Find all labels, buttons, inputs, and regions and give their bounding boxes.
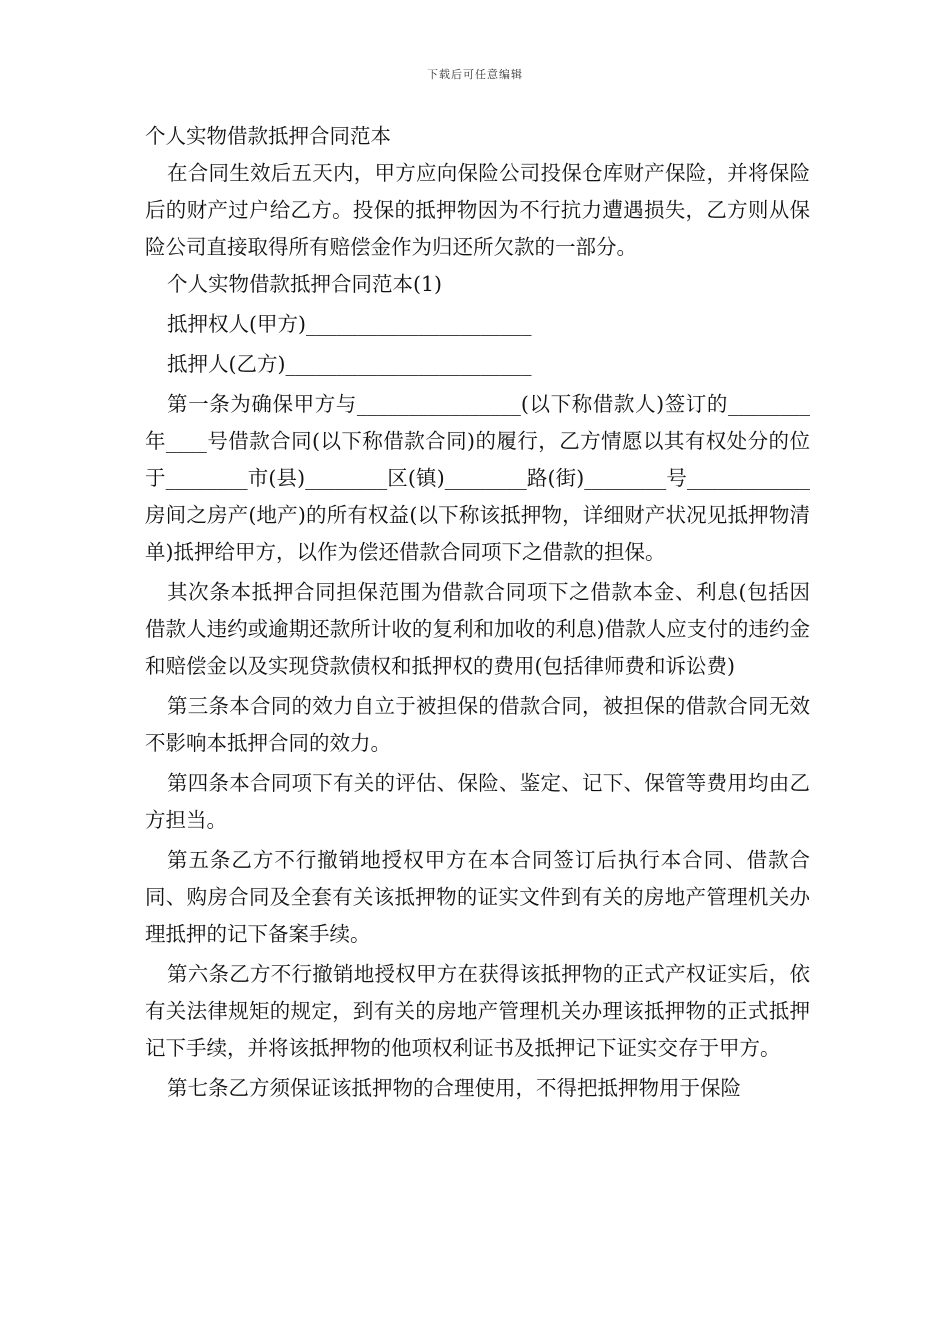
- paragraph: 个人实物借款抵押合同范本(1): [167, 272, 443, 296]
- document-body: [145, 118, 810, 1107]
- paragraph: 其次条本抵押合同担保范围为借款合同项下之借款本金、利息(包括因借款人违约或逾期还款所计收的复利和加收的利息)借款人应支付的违约金和赔偿金以及实现贷款债权和抵押权的费用(包括律师费和诉讼费): [145, 580, 810, 678]
- paragraph: 抵押权人(甲方)______________________: [167, 312, 532, 336]
- page-header: 下载后可任意编辑: [427, 68, 523, 81]
- paragraph: 第七条乙方须保证该抵押物的合理使用，不得把抵押物用于保险: [167, 1076, 741, 1100]
- paragraph: 抵押人(乙方)________________________: [167, 352, 532, 376]
- paragraph: 在合同生效后五天内，甲方应向保险公司投保仓库财产保险，并将保险后的财产过户给乙方。投保的抵押物因为不行抗力遭遇损失，乙方则从保险公司直接取得所有赔偿金作为归还所欠款的一部分。: [145, 161, 810, 259]
- document-title: 个人实物借款抵押合同范本: [145, 124, 391, 148]
- paragraph: 第五条乙方不行撤销地授权甲方在本合同签订后执行本合同、借款合同、购房合同及全套有关该抵押物的证实文件到有关的房地产管理机关办理抵押的记下备案手续。: [145, 848, 810, 946]
- paragraph: 第六条乙方不行撤销地授权甲方在获得该抵押物的正式产权证实后，依有关法律规矩的规定，到有关的房地产管理机关办理该抵押物的正式抵押记下手续，并将该抵押物的他项权利证书及抵押记下证实交存于甲方。: [145, 962, 810, 1060]
- paragraph: 第四条本合同项下有关的评估、保险、鉴定、记下、保管等费用均由乙方担当。: [145, 771, 810, 832]
- paragraph: 第一条为确保甲方与________________(以下称借款人)签订的________年____号借款合同(以下称借款合同)的履行，乙方情愿以其有权处分的位于________市(县)________区(镇)________路(街)________号____________房间之房产(地产)的所有权益(以下称该抵押物，详细财产状况见抵押物清单)抵押给甲方，以作为偿还借款合同项下之借款的担保。: [145, 392, 810, 564]
- paragraph: 第三条本合同的效力自立于被担保的借款合同，被担保的借款合同无效不影响本抵押合同的效力。: [145, 694, 810, 755]
